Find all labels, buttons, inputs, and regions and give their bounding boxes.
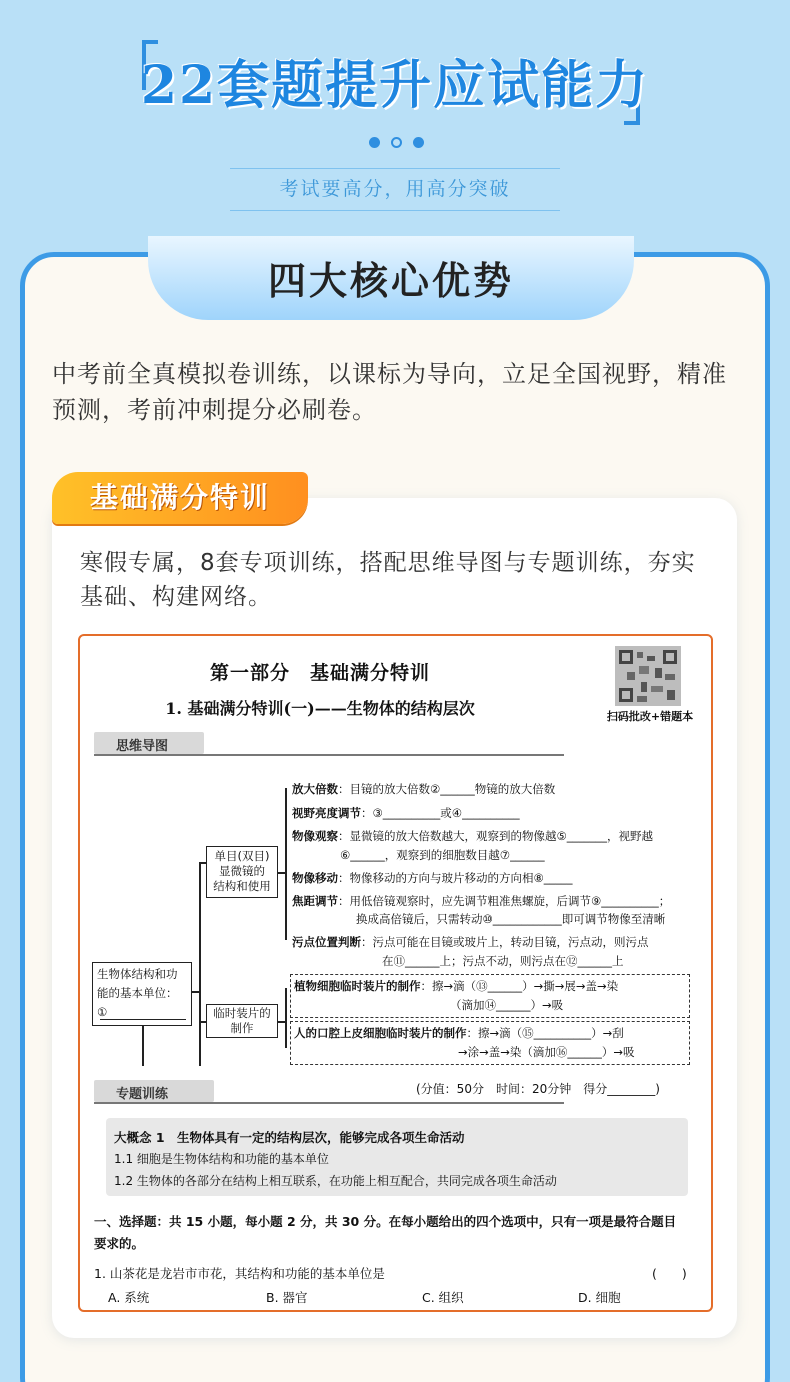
dot-hollow-icon (391, 137, 402, 148)
hero-subtitle: 考试要高分，用高分突破 (279, 178, 511, 200)
leaf-spot-cont: 在⑪______上；污点不动，则污点在⑫______上 (382, 954, 624, 968)
dot-icon (369, 137, 380, 148)
branch-text: 单目(双目) (214, 849, 270, 863)
dot-icon (413, 137, 424, 148)
section-desc-line: 基础、构建网络。 (80, 584, 272, 610)
dots-decoration (369, 137, 429, 149)
leaf-magnification: 放大倍数：目镜的放大倍数②______物镜的放大倍数 (292, 782, 556, 796)
connector (285, 988, 287, 1048)
option-d: D. 细胞 (578, 1290, 621, 1305)
mindmap-root-text: ① (97, 1005, 108, 1019)
connector (199, 1022, 201, 1066)
leaf-spot: 污点位置判断：污点可能在目镜或玻片上，转动目镜，污点动，则污点 (292, 935, 649, 949)
intro-text (52, 356, 744, 428)
section-description (80, 546, 730, 614)
section-heading-cont: 要求的。 (94, 1236, 145, 1251)
hero-title: 22套题提升应试能力 (140, 55, 650, 116)
worksheet-title: 第一部分 基础满分特训 (209, 662, 430, 684)
tag-underline (94, 1102, 564, 1104)
mindmap-root-text: 能的基本单位： (97, 986, 178, 1000)
qr-code-icon (615, 646, 681, 706)
question-1-answer-paren: ( ) (652, 1266, 687, 1281)
section-desc-line: 寒假专属，8套专项训练，搭配思维导图与专题训练，夯实 (80, 550, 696, 576)
section-pill-label: 基础满分特训 (89, 481, 270, 514)
qr-caption: 扫码批改+错题本 (606, 710, 694, 723)
tag-underline (94, 754, 564, 756)
concept-item: 1.1 细胞是生物体结构和功能的基本单位 (114, 1152, 329, 1166)
divider (230, 210, 560, 211)
leaf-focus: 焦距调节：用低倍镜观察时，应先调节粗准焦螺旋，后调节⑨__________； (292, 894, 671, 908)
blank-line (100, 1019, 186, 1020)
connector (142, 1026, 144, 1066)
tag-mindmap-label: 思维导图 (116, 739, 169, 754)
leaf-brightness: 视野亮度调节：③__________或④__________ (292, 806, 520, 820)
option-b: B. 器官 (266, 1290, 308, 1305)
hero-header (0, 0, 790, 230)
mindmap-root-text: 生物体结构和功 (97, 967, 178, 981)
leaf-movement: 物像移动：物像移动的方向与玻片移动的方向相⑧_____ (292, 871, 573, 885)
divider (230, 168, 560, 169)
score-line: (分值：50分 时间：20分钟 得分________) (416, 1082, 660, 1096)
branch-text: 临时装片的 (213, 1006, 271, 1020)
human-slide-text: 人的口腔上皮细胞临时装片的制作：擦→滴（⑮__________）→刮 (294, 1026, 624, 1040)
human-slide-cont: →涂→盖→染（滴加⑯______）→吸 (458, 1045, 635, 1059)
leaf-focus-cont: 换成高倍镜后，只需转动⑩____________即可调节物像至清晰 (356, 912, 666, 926)
branch-text: 结构和使用 (213, 879, 271, 893)
worksheet-subtitle: 1. 基础满分特训(一)——生物体的结构层次 (165, 699, 475, 718)
tag-training-label: 专题训练 (116, 1087, 169, 1102)
connector (285, 788, 287, 940)
option-c: C. 组织 (422, 1290, 464, 1305)
plant-slide-text: 植物细胞临时装片的制作：擦→滴（⑬______）→撕→展→盖→染 (294, 979, 619, 993)
branch-text: 显微镜的 (219, 864, 265, 878)
connector (199, 862, 201, 1022)
concept-item: 1.2 生物体的各部分在结构上相互联系，在功能上相互配合，共同完成各项生命活动 (114, 1174, 557, 1188)
card-tab-title: 四大核心优势 (267, 259, 514, 303)
intro-line: 预测，考前冲刺提分必刷卷。 (52, 396, 377, 424)
plant-slide-cont: （滴加⑭______）→吸 (450, 998, 564, 1012)
question-1: 1. 山茶花是龙岩市市花，其结构和功能的基本单位是 (94, 1266, 385, 1281)
intro-line: 中考前全真模拟卷训练，以课标为导向，立足全国视野，精准 (52, 360, 727, 388)
leaf-observation-cont: ⑥______，观察到的细胞数目越⑦______ (340, 848, 545, 862)
branch-text: 制作 (230, 1021, 254, 1035)
option-a: A. 系统 (108, 1290, 150, 1305)
concept-title: 大概念 1 生物体具有一定的结构层次，能够完成各项生命活动 (114, 1130, 465, 1145)
leaf-observation: 物像观察：显微镜的放大倍数越大，观察到的物像越⑤_______，视野越 (292, 829, 654, 843)
worksheet-preview (78, 634, 713, 1312)
section-heading: 一、选择题：共 15 小题，每小题 2 分，共 30 分。在每小题给出的四个选项中，只有一项是最符合题目 (94, 1214, 677, 1229)
